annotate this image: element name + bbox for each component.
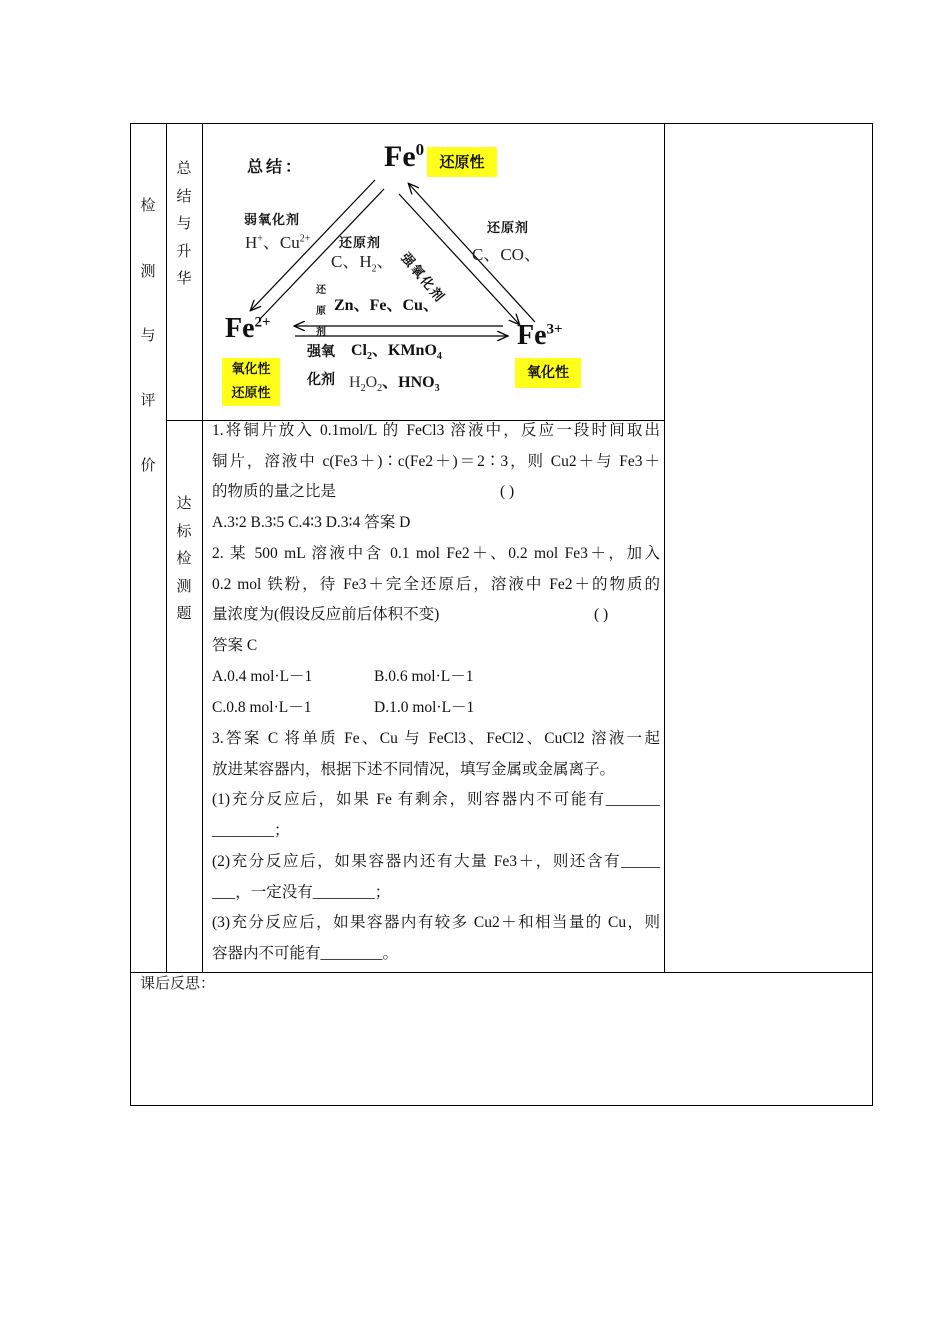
table-bottom-border — [130, 1105, 873, 1106]
row-divider-reflection — [130, 972, 873, 973]
column-divider-1 — [166, 123, 167, 972]
strong-oxidant-label-1: 强氧 — [307, 344, 335, 360]
section-test-label: 达 标 检 测 题 — [176, 496, 192, 622]
strong-oxidant-items-2: $H_2O_2$、$HNO_3$ — [349, 374, 440, 395]
fe3-oxidizing-tag: 氧化性 — [515, 358, 581, 388]
reflection-label: 课后反思： — [140, 976, 216, 992]
reductant-mid-items: Zn、Fe、Cu、 — [334, 297, 439, 314]
strong-oxidant-items-1: $Cl_2$、KMnO$_4$ — [351, 342, 442, 363]
reductant-right-label: 还原剂 — [487, 221, 530, 236]
section-summary-label: 总 结 与 升 华 — [176, 161, 192, 287]
question-3: 3.答案 C 将单质 Fe、Cu 与 FeCl3、FeCl2、CuCl2 溶液一起 放进某容器内，根据下述不同情况，填写金属或金属离子。 (1)充分反应后，如果 Fe 有剩余，则容器内不可能有_______ ________； (2)充分反应后，如果容器内还有大量 Fe3＋，则还含有_____ ___，一定没有________； (3)充分反应后，如果容器内有较多 Cu2＋和相当量的 Cu，则 容器内不可能有________。 — [212, 730, 660, 962]
fe2-property-tags: 氧化性 还原性 — [222, 358, 280, 406]
side-label: 检 测 与 评 价 — [140, 198, 156, 474]
strong-oxidant-diagonal: 强氧化剂 — [397, 250, 448, 307]
reductant-left-label: 还原剂 — [339, 236, 382, 251]
table-left-border — [130, 123, 131, 1106]
strong-oxidant-label-2: 化剂 — [307, 372, 335, 388]
reductant-left-items: C、$H_2$、 — [331, 252, 394, 275]
weak-oxidant-label: 弱氧化剂 — [244, 213, 301, 228]
fe0-label: Fe$^0$ — [384, 140, 425, 173]
reductant-mid-label: 还 原 剂 — [316, 285, 326, 338]
fe0-reducing-tag: 还原性 — [427, 147, 497, 177]
fe2-label: $Fe^{2+}$ — [225, 313, 271, 344]
summary-title: 总结： — [247, 157, 305, 176]
fe3-label: $Fe^{3+}$ — [517, 320, 563, 351]
question-2: 2. 某 500 mL 溶液中含 0.1 mol Fe2＋、0.2 mol Fe3＋，加入 0.2 mol 铁粉，待 Fe3＋完全还原后，溶液中 Fe2＋的物质的 量浓度为(假设反应前后体积不变) ( ) 答案 C A.0.4 mol·L－1 B.0.6 mol·L－1 C.0.8 mol·L－1 D.1.0 mol·L－1 — [212, 545, 660, 716]
reductant-right-items: C、CO、 — [472, 245, 541, 264]
table-right-border — [872, 123, 873, 1106]
question-1: 1.将铜片放入 0.1mol/L 的 FeCl3 溶液中，反应一段时间取出 铜片，溶液中 c(Fe3＋)∶c(Fe2＋)＝2∶3，则 Cu2＋与 Fe3＋ 的物质的量之比是 ( ) A.3∶2 B.3∶5 C.4∶3 D.3∶4 答案 D — [212, 422, 660, 532]
column-divider-3 — [664, 123, 665, 972]
weak-oxidant-items: H+、$Cu^{2+}$ — [245, 233, 311, 252]
